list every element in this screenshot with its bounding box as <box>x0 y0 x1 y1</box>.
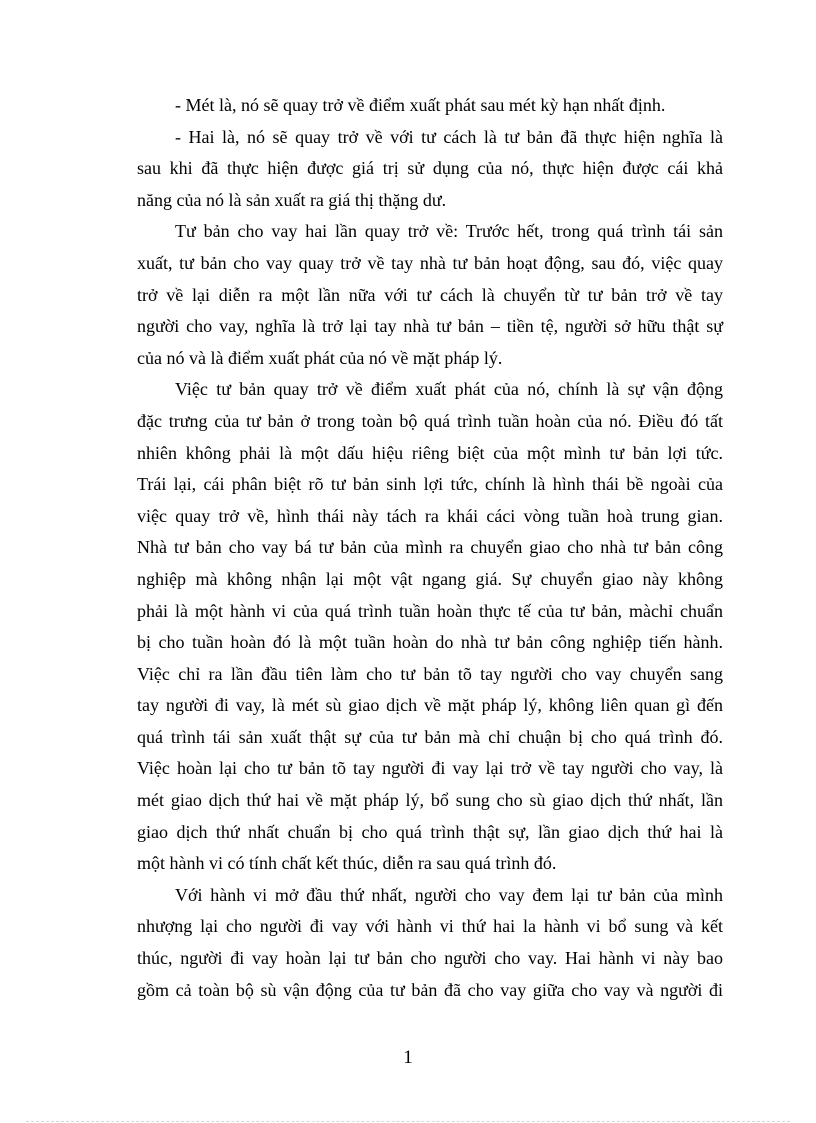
text-line: - Mét là, nó sẽ quay trở về điểm xuất phát sau mét kỳ hạn nhất định. <box>175 95 666 115</box>
text-line: một hành vi có tính chất kết thúc, diễn ra sau quá trình đó. <box>137 853 557 874</box>
text-line: Việc tư bản quay trở về điểm xuất phát của nó, chính là sự vận động <box>175 379 723 400</box>
body-text <box>137 90 723 1006</box>
text-line: năng của nó là sản xuất ra giá thị thặng dư. <box>137 189 447 210</box>
text-line: nhượng lại cho người đi vay với hành vi thứ hai la hành vi bổ sung và kết <box>137 916 723 937</box>
text-line: nhiên không phải là một dấu hiệu riêng biệt của một mình tư bản lợi tức. <box>137 442 723 463</box>
text-line: tay người đi vay, là mét sù giao dịch về mặt pháp lý, không liên quan gì đến <box>137 695 723 716</box>
text-line: gồm cả toàn bộ sù vận động của tư bản đã cho vay giữa cho vay và người đi <box>137 979 723 1000</box>
text-line: mét giao dịch thứ hai về mặt pháp lý, bổ sung cho sù giao dịch thứ nhất, lần <box>137 790 723 811</box>
text-line: người cho vay, nghĩa là trở lại tay nhà tư bản – tiền tệ, người sở hữu thật sự <box>137 316 723 337</box>
text-line: - Hai là, nó sẽ quay trở về với tư cách là tư bản đã thực hiện nghĩa là <box>175 126 723 147</box>
page-number: 1 <box>403 1047 413 1068</box>
text-line: Việc hoàn lại cho tư bản tõ tay người đi vay lại trở về tay người cho vay, là <box>137 758 723 779</box>
text-line: xuất, tư bản cho vay quay trở về tay nhà tư bản hoạt động, sau đó, việc quay <box>137 252 723 273</box>
text-line: nghiệp mà không nhận lại một vật ngang giá. Sự chuyển giao này không <box>137 568 723 589</box>
text-line: trở về lại diễn ra một lần nữa với tư cách là chuyển từ tư bản trở về tay <box>137 284 723 305</box>
text-line: sau khi đã thực hiện được giá trị sử dụng của nó, thực hiện được cái khả <box>137 158 723 179</box>
text-line: đặc trưng của tư bản ở trong toàn bộ quá trình tuần hoàn của nó. Điều đó tất <box>137 410 723 431</box>
text-line: Với hành vi mở đầu thứ nhất, người cho vay đem lại tư bản của mình <box>175 884 723 905</box>
text-line: Trái lại, cái phân biệt rõ tư bản sinh lợi tức, chính là hình thái bề ngoài của <box>137 474 723 495</box>
text-line: phải là một hành vi của quá trình tuần hoàn thực tế của tư bản, màchỉ chuẩn <box>137 600 723 621</box>
text-line: bị cho tuần hoàn đó là một tuần hoàn do nhà tư bản công nghiệp tiến hành. <box>137 632 723 653</box>
text-line: Tư bản cho vay hai lần quay trở về: Trước hết, trong quá trình tái sản <box>175 221 723 242</box>
text-line: việc quay trở về, hình thái này tách ra khái cáci vòng tuần hoà trung gian. <box>137 505 723 526</box>
page-bottom-border <box>26 1121 790 1122</box>
text-line: giao dịch thứ nhất chuẩn bị cho quá trình thật sự, lần giao dịch thứ hai là <box>137 821 723 842</box>
text-line: của nó và là điểm xuất phát của nó về mặt pháp lý. <box>137 347 503 368</box>
text-line: thúc, người đi vay hoàn lại tư bản cho người cho vay. Hai hành vi này bao <box>137 948 723 969</box>
text-line: Việc chỉ ra lần đầu tiên làm cho tư bản tõ tay người cho vay chuyển sang <box>137 663 723 684</box>
text-line: quá trình tái sản xuất thật sự của tư bản mà chỉ chuận bị cho quá trình đó. <box>137 726 723 747</box>
text-line: Nhà tư bản cho vay bá tư bản của mình ra chuyển giao cho nhà tư bản công <box>137 537 723 558</box>
